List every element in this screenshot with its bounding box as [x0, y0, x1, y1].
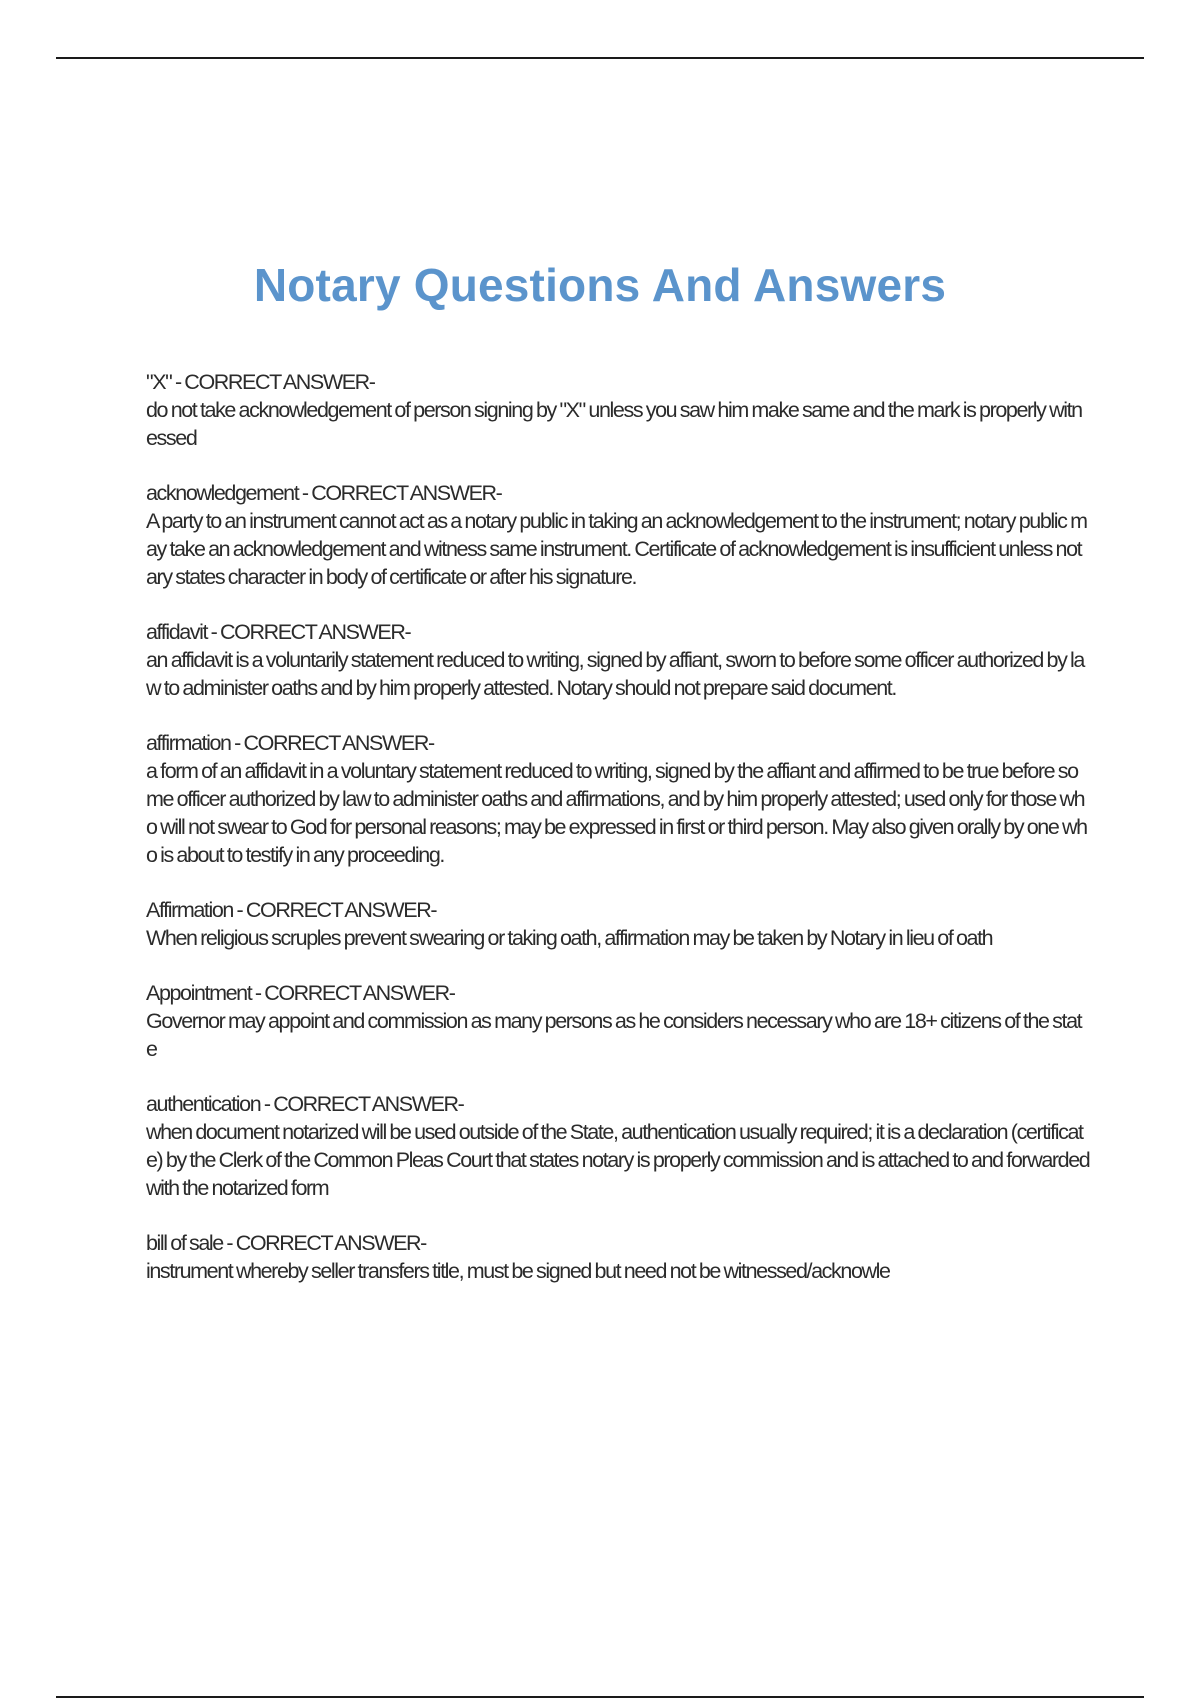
qa-list [146, 368, 1090, 1312]
qa-answer: instrument whereby seller transfers title, must be signed but need not be witnessed/acknowle [146, 1259, 890, 1283]
qa-entry [146, 368, 1090, 452]
qa-term: affirmation - CORRECT ANSWER- [146, 731, 434, 755]
qa-answer: A party to an instrument cannot act as a notary public in taking an acknowledgement to the instrument; notary public may take an acknowledgement and witness same instrument. Certificate of acknowledgement is insufficient unless notary states character in body of certificate or after his signature. [146, 509, 1087, 589]
page-title: Notary Questions And Answers [253, 259, 947, 311]
qa-entry [146, 979, 1090, 1063]
qa-entry [146, 1229, 1090, 1285]
qa-entry [146, 479, 1090, 591]
qa-entry [146, 1090, 1090, 1202]
qa-term: Appointment - CORRECT ANSWER- [146, 981, 455, 1005]
qa-entry [146, 896, 1090, 952]
qa-term: authentication - CORRECT ANSWER- [146, 1092, 464, 1116]
qa-entry [146, 618, 1090, 702]
qa-entry [146, 729, 1090, 869]
qa-answer: a form of an affidavit in a voluntary statement reduced to writing, signed by the affiant and affirmed to be true before some officer authorized by law to administer oaths and affirmations, and by him properly attested; used only for those who will not swear to God for personal reasons; may be expressed in first or third person. May also given orally by one who is about to testify in any proceeding. [146, 759, 1087, 867]
footer-rule [56, 1696, 1144, 1698]
qa-term: acknowledgement - CORRECT ANSWER- [146, 481, 502, 505]
qa-term: "X" - CORRECT ANSWER- [146, 370, 375, 394]
qa-answer: do not take acknowledgement of person signing by "X" unless you saw him make same and the mark is properly witnessed [146, 398, 1082, 450]
qa-answer: When religious scruples prevent swearing or taking oath, affirmation may be taken by Notary in lieu of oath [146, 926, 993, 950]
qa-answer: when document notarized will be used outside of the State, authentication usually required; it is a declaration (certificate) by the Clerk of the Common Pleas Court that states notary is properly commission and is attached to and forwarded with the notarized form [146, 1120, 1090, 1200]
qa-term: bill of sale - CORRECT ANSWER- [146, 1231, 426, 1255]
qa-answer: Governor may appoint and commission as many persons as he considers necessary who are 18+ citizens of the state [146, 1009, 1082, 1061]
qa-term: Affirmation - CORRECT ANSWER- [146, 898, 437, 922]
header-rule [56, 57, 1144, 59]
qa-answer: an affidavit is a voluntarily statement reduced to writing, signed by affiant, sworn to before some officer authorized by law to administer oaths and by him properly attested. Notary should not prepare said document. [146, 648, 1084, 700]
qa-term: affidavit - CORRECT ANSWER- [146, 620, 411, 644]
